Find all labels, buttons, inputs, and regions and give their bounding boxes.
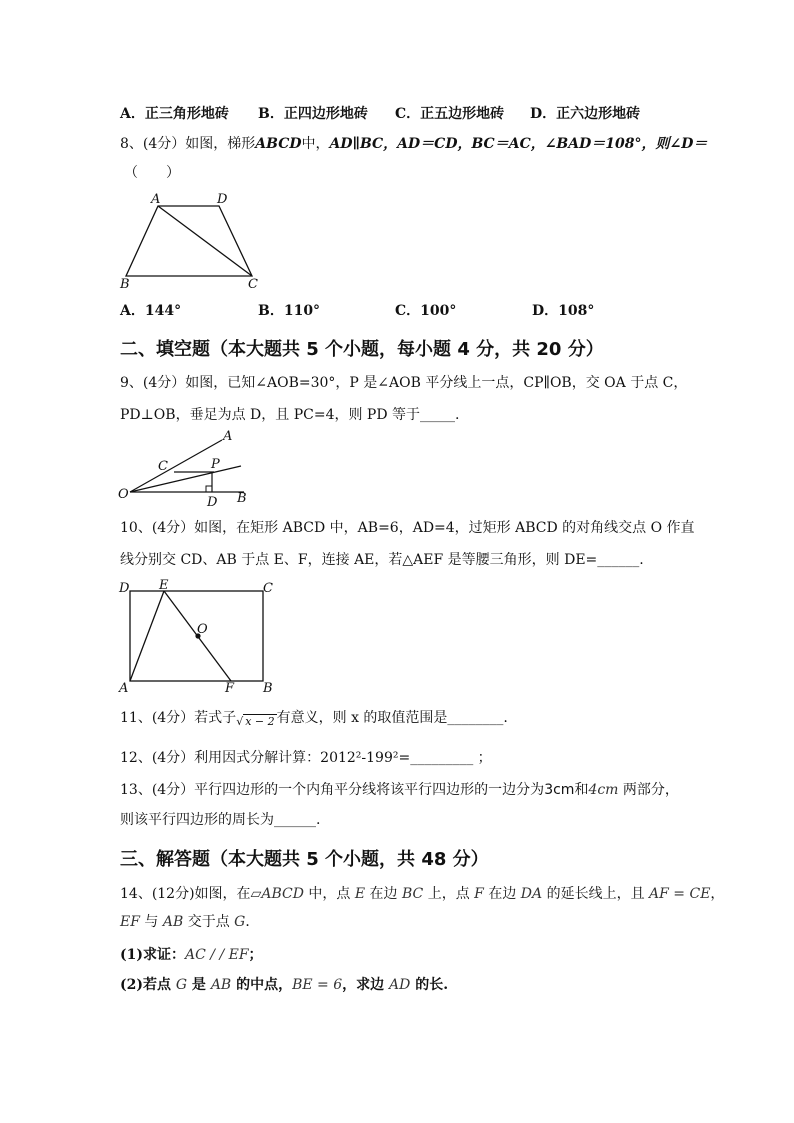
q9-right-angle-mark xyxy=(206,486,212,492)
q12-line: 12、(4分）利用因式分解计算：2012²-199²=_________ ； xyxy=(120,750,492,766)
q13-line-1 xyxy=(120,780,679,800)
q14-p2-g: G xyxy=(175,977,188,993)
q11-sqrt-expression: √ x − 2 xyxy=(236,715,275,728)
q14-p2-t5: 的长. xyxy=(410,977,449,993)
q9-bisector xyxy=(130,466,241,492)
q14-t6: 的延长线上，且 xyxy=(542,886,650,902)
q14-part1-end: ； xyxy=(248,947,263,963)
q9-label-c: C xyxy=(158,459,168,474)
q14-line-2 xyxy=(120,912,259,932)
q8-option-b: B．110° xyxy=(258,303,321,319)
q11-suffix: 有意义，则 x 的取值范围是________. xyxy=(276,710,508,726)
q9-label-d: D xyxy=(207,495,218,508)
q14-point-f: F xyxy=(474,886,484,902)
q10-label-f: F xyxy=(225,681,235,694)
q14-parallelogram: ▱ABCD xyxy=(250,886,304,902)
q8-answer-paren xyxy=(124,163,180,183)
q14-ab: AB xyxy=(162,914,184,930)
q8-option-c: C．100° xyxy=(395,303,457,319)
q14-ef: EF xyxy=(120,914,140,930)
q14-side-bc: BC xyxy=(401,886,424,902)
q10-label-c: C xyxy=(263,581,273,596)
q8-label-a: A xyxy=(151,192,161,207)
q8-stem xyxy=(120,134,707,154)
q14-t3: 在边 xyxy=(365,886,402,902)
q13-value-2: 4cm xyxy=(588,782,619,798)
q14-p2-ab: AB xyxy=(210,977,232,993)
q11-line xyxy=(120,708,508,732)
q9-label-o: O xyxy=(118,487,129,502)
q9-label-p: P xyxy=(211,457,220,472)
q13-and: 和 xyxy=(574,782,589,798)
q11-prefix: 11、(4分）若式子 xyxy=(120,710,237,726)
q14-t10: ． xyxy=(245,914,260,930)
q9-line-1: 9、(4分）如图，已知∠AOB=30°，P 是∠AOB 平分线上一点，CP∥OB，交 OA 于点 C， xyxy=(120,375,688,391)
q14-t8: 与 xyxy=(139,914,163,930)
q14-point-e: E xyxy=(354,886,366,902)
q14-p2-be: BE = 6 xyxy=(292,977,343,993)
q8-stem-mid: 中， xyxy=(301,136,330,152)
q8-stem-math: ABCD xyxy=(255,136,302,152)
q14-part1-label: (1)求证： xyxy=(120,947,185,963)
q14-point-g: G xyxy=(234,914,246,930)
q14-part-1 xyxy=(120,945,263,965)
q14-p2-t4: ，求边 xyxy=(342,977,390,993)
q8-paren-text: （ ） xyxy=(124,165,180,181)
q14-t2: 中，点 xyxy=(303,886,355,902)
q14-part1-math: AC / / EF xyxy=(185,947,249,963)
q7-option-b: B．正四边形地砖 xyxy=(258,106,368,122)
q10-segment-ae xyxy=(130,591,164,681)
q7-option-c: C．正五边形地砖 xyxy=(395,106,505,122)
q14-side-da: DA xyxy=(520,886,543,902)
section-2-heading: 二、填空题（本大题共 5 个小题，每小题 4 分，共 20 分） xyxy=(120,339,604,360)
q9-ray-oa xyxy=(130,440,222,492)
q7-option-d: D．正六边形地砖 xyxy=(530,106,641,122)
section-3-heading: 三、解答题（本大题共 5 个小题，共 48 分） xyxy=(120,849,489,870)
q7-option-a: A．正三角形地砖 xyxy=(120,106,229,122)
q10-rectangle-figure xyxy=(116,578,286,694)
q13-value-1: 3cm xyxy=(544,782,575,798)
q8-option-d: D．108° xyxy=(532,303,595,319)
q10-label-b: B xyxy=(263,681,273,694)
q13-text-a: 13、(4分）平行四边形的一个内角平分线将该平行四边形的一边分为 xyxy=(120,782,545,798)
q14-line-1 xyxy=(120,884,724,904)
q8-label-c: C xyxy=(248,277,258,290)
q10-line-1: 10、(4分）如图，在矩形 ABCD 中，AB=6，AD=4，过矩形 ABCD 的对角线交点 O 作直 xyxy=(120,520,695,536)
q8-trapezoid xyxy=(126,206,252,276)
q9-label-a: A xyxy=(223,429,233,444)
q14-t9: 交于点 xyxy=(183,914,235,930)
q14-p2-t3: 的中点， xyxy=(231,977,293,993)
q9-angle-figure xyxy=(116,428,256,508)
q14-p2-t1: (2)若点 xyxy=(120,977,176,993)
q11-radicand: x − 2 xyxy=(245,715,275,728)
q10-line-2: 线分别交 CD、AB 于点 E、F，连接 AE，若△AEF 是等腰三角形，则 DE=______. xyxy=(120,552,644,568)
q9-label-b: B xyxy=(237,491,247,506)
q14-part-2 xyxy=(120,975,448,995)
q10-label-e: E xyxy=(159,578,169,593)
q14-p2-t2: 是 xyxy=(187,977,211,993)
q14-t4: 上，点 xyxy=(423,886,475,902)
q14-t1: 14、(12分)如图，在 xyxy=(120,886,251,902)
q8-stem-prefix: 8、(4分）如图，梯形 xyxy=(120,136,256,152)
q13-line-2: 则该平行四边形的周长为______. xyxy=(120,812,321,828)
q14-p2-ad: AD xyxy=(389,977,411,993)
q14-t5: 在边 xyxy=(483,886,521,902)
q8-condition: AD∥BC，AD＝CD，BC＝AC，∠BAD＝108°，则∠D＝ xyxy=(329,136,708,152)
q8-label-d: D xyxy=(217,192,228,207)
q13-text-b: 两部分， xyxy=(618,782,679,798)
q10-label-d: D xyxy=(119,581,130,596)
q10-label-o: O xyxy=(197,622,208,637)
q14-af-eq-ce: AF = CE xyxy=(649,886,711,902)
q8-diagonal-ac xyxy=(158,206,252,276)
q9-line-2: PD⊥OB，垂足为点 D，且 PC=4，则 PD 等于_____. xyxy=(120,407,460,423)
q14-t7: ， xyxy=(710,886,725,902)
q8-trapezoid-figure xyxy=(116,190,276,290)
q8-label-b: B xyxy=(120,277,130,290)
q10-label-a: A xyxy=(119,681,129,694)
q8-option-a: A．144° xyxy=(120,303,182,319)
